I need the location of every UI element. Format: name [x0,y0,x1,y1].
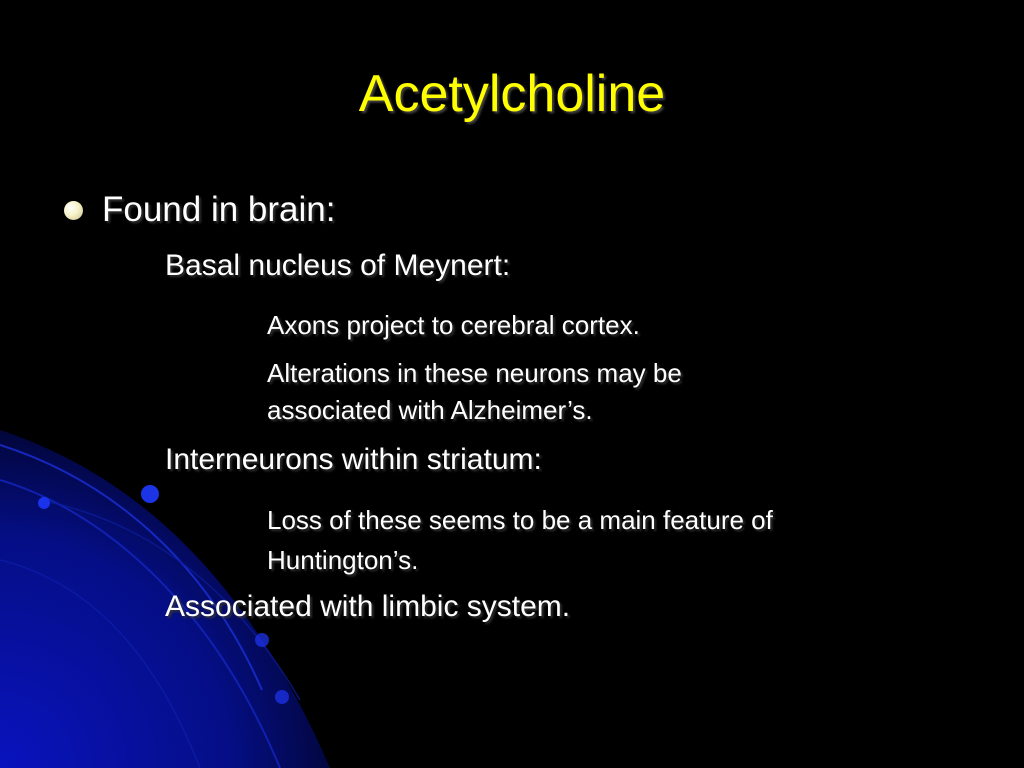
sub-sub-item-axons: Axons project to cerebral cortex. [267,310,640,340]
sub-bullet-basal-nucleus: Basal nucleus of Meynert: [165,249,511,282]
decor-dot [275,690,289,704]
bullet-dot-icon [64,201,83,220]
decor-dot [38,497,50,509]
sub-sub-item-alterations-line-2: associated with Alzheimer’s. [267,395,593,425]
sub-bullet-interneurons: Interneurons within striatum: [165,443,542,476]
sub-sub-item-loss-line-2: Huntington’s. [267,545,419,575]
sub-bullet-limbic-system: Associated with limbic system. [165,590,571,623]
slide-title: Acetylcholine [358,65,666,123]
sub-sub-item-alterations-line-1: Alterations in these neurons may be [267,358,682,388]
sub-sub-item-loss-line-1: Loss of these seems to be a main feature of [267,505,773,535]
decor-dot [141,485,159,503]
bullet-found-in-brain: Found in brain: [102,190,336,229]
decor-dot [255,633,269,647]
